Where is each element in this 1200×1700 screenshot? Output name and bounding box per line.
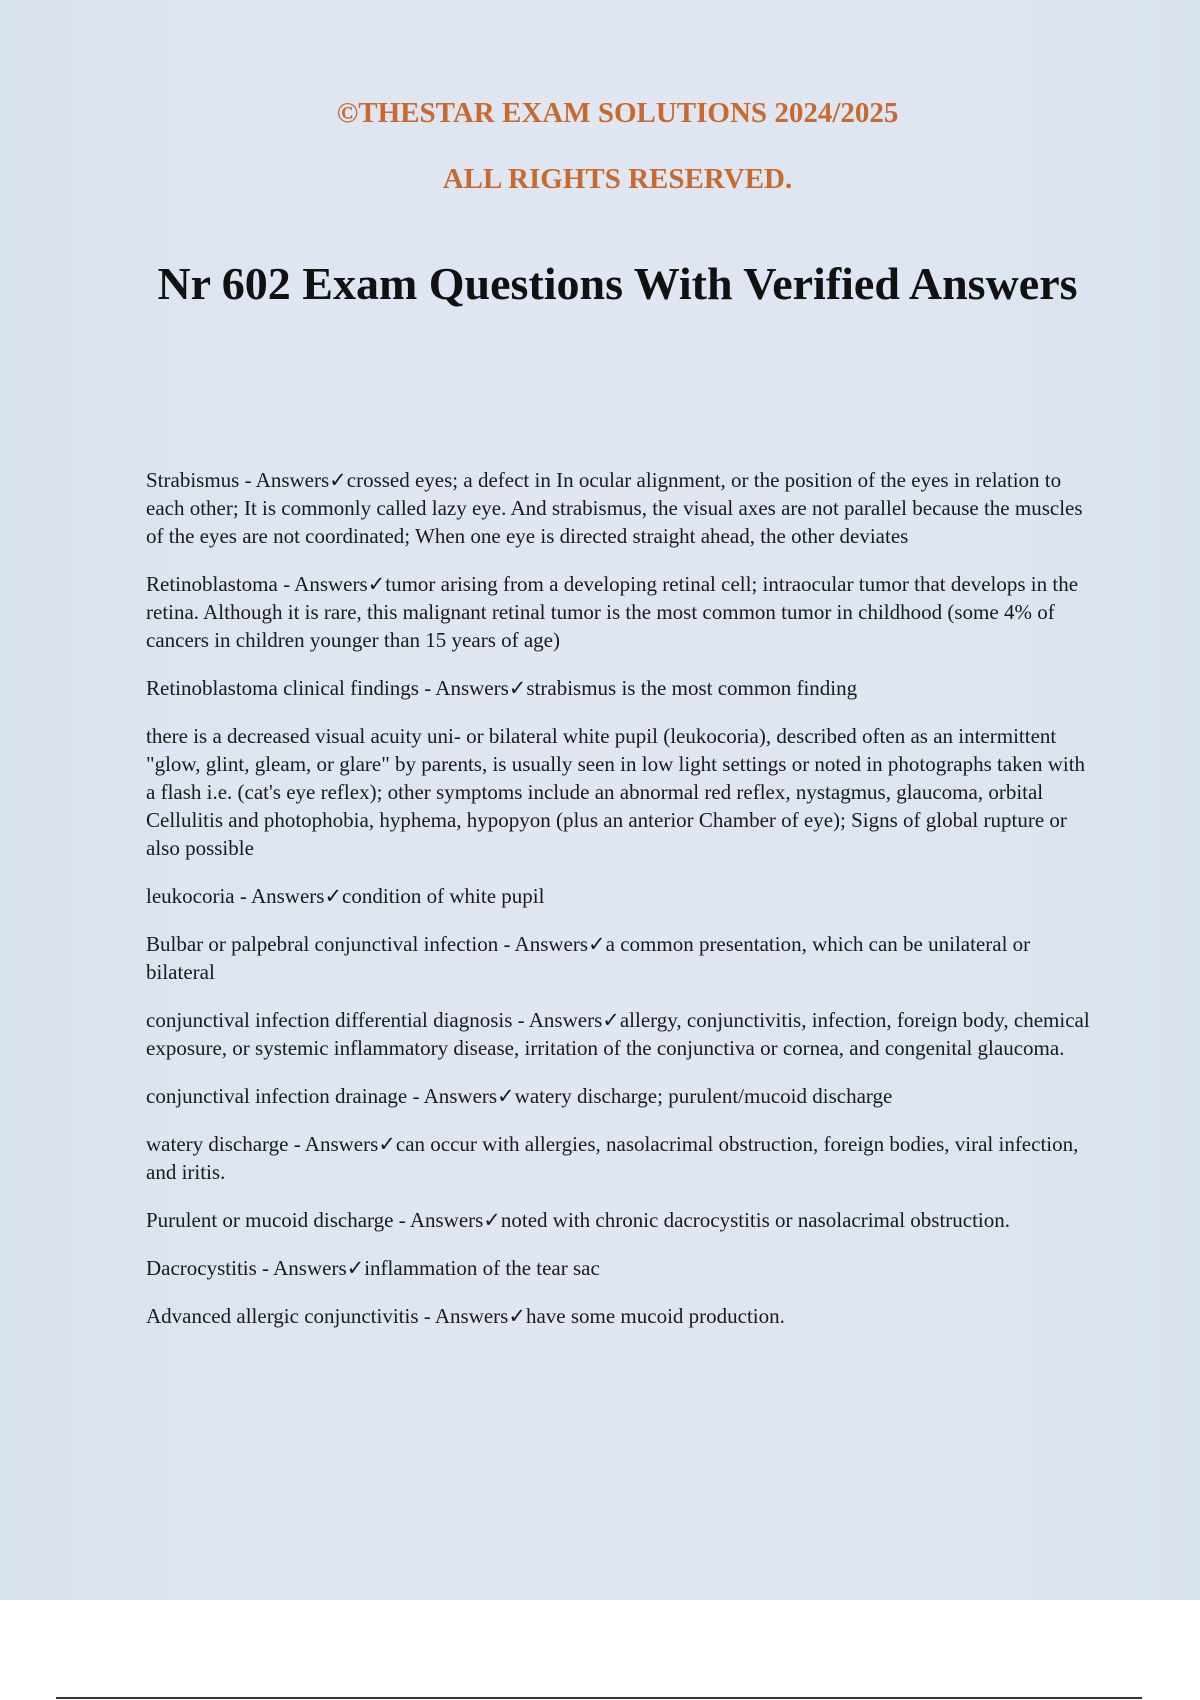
qa-entry: watery discharge - Answers✓can occur with allergies, nasolacrimal obstruction, foreign bodies, viral infection, and iritis. [146,1132,1079,1184]
qa-entry: conjunctival infection differential diagnosis - Answers✓allergy, conjunctivitis, infection, foreign body, chemical exposure, or systemic inflammatory disease, irritation of the conjunctiva or cornea, and congenital glaucoma. [146,1008,1090,1060]
qa-entry: there is a decreased visual acuity uni- or bilateral white pupil (leukocoria), described often as an intermittent "glow, glint, gleam, or glare" by parents, is usually seen in low light settings or noted in photographs taken with a flash i.e. (cat's eye reflex); other symptoms include an abnormal red reflex, nystagmus, glaucoma, orbital Cellulitis and photophobia, hyphema, hypopyon (plus an anterior Chamber of eye); Signs of global rupture or also possible [146,724,1086,860]
qa-entry: Retinoblastoma clinical findings - Answers✓strabismus is the most common finding [146,676,858,700]
page-bottom-divider [56,1697,1142,1699]
qa-entry: Retinoblastoma - Answers✓tumor arising from a developing retinal cell; intraocular tumor that develops in the retina. Although it is rare, this malignant retinal tumor is the most common tumor in childhood (some 4% of cancers in children younger than 15 years of age) [146,572,1079,652]
rights-reserved-notice: ALL RIGHTS RESERVED. [442,163,793,195]
qa-entry: leukocoria - Answers✓condition of white pupil [146,884,545,908]
qa-entry: conjunctival infection drainage - Answers✓watery discharge; purulent/mucoid discharge [146,1084,893,1108]
copyright-notice: ©THESTAR EXAM SOLUTIONS 2024/2025 [336,97,899,129]
qa-entry: Purulent or mucoid discharge - Answers✓noted with chronic dacrocystitis or nasolacrimal obstruction. [146,1208,1011,1232]
qa-entry: Strabismus - Answers✓crossed eyes; a defect in In ocular alignment, or the position of the eyes in relation to each other; It is commonly called lazy eye. And strabismus, the visual axes are not parallel because the muscles of the eyes are not coordinated; When one eye is directed straight ahead, the other deviates [146,468,1083,548]
qa-entry: Advanced allergic conjunctivitis - Answers✓have some mucoid production. [146,1304,785,1328]
qa-entry: Dacrocystitis - Answers✓inflammation of the tear sac [146,1256,600,1280]
document-title: Nr 602 Exam Questions With Verified Answers [157,258,1078,309]
qa-list [146,466,1096,1350]
qa-entry: Bulbar or palpebral conjunctival infection - Answers✓a common presentation, which can be unilateral or bilateral [146,932,1031,984]
